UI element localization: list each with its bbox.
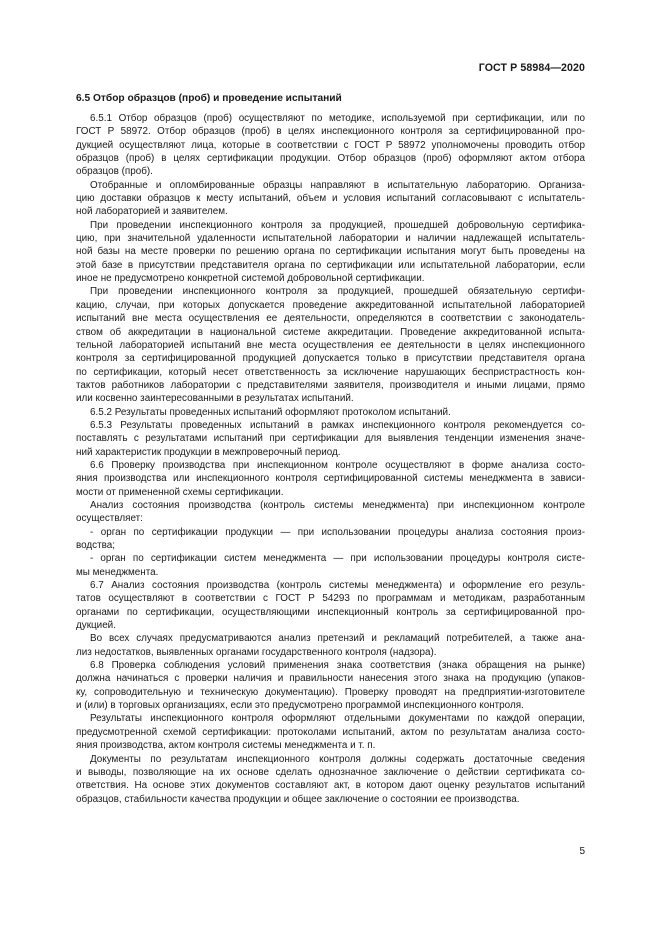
text-line: кацию, случаи, при которых допускается проведение аккредитованной испытательной лабораторией: [76, 299, 585, 311]
paragraph: [76, 285, 585, 405]
text-line: яния производства, актом контроля системы менеджмента и т. п.: [76, 740, 376, 752]
text-line: ответствия. На основе этих документов составляют акт, в котором дают оценку результатов испытаний: [76, 780, 585, 792]
text-line: яния производства или инспекционного контроля сертифицированной системы менеджмента в зависи-: [76, 473, 585, 485]
text-line: этой базе в присутствии представителя органа по сертификации или испытательной лаборатории, если: [76, 259, 585, 271]
text-line: или косвенно заинтересованными в результатах испытаний.: [76, 393, 354, 405]
paragraph: [76, 219, 585, 286]
text-line: дукцией.: [76, 620, 116, 632]
text-line: тельной лабораторией испытаний вне места осуществления ее деятельности в целях инспекционного: [76, 339, 585, 351]
text-line: ной лабораторией и заявителем.: [76, 206, 228, 218]
text-line: иное не предусмотрено конкретной системой добровольной сертификации.: [76, 273, 425, 285]
paragraph: [76, 579, 585, 632]
paragraph: [76, 659, 585, 712]
section-title: 6.5 Отбор образцов (проб) и проведение испытаний: [76, 93, 342, 104]
text-line: тактов работников лаборатории с представителями заявителя, производителя и иными лицами, прямо: [76, 379, 585, 391]
text-line: 6.8 Проверка соблюдения условий применения знака соответствия (знака обращения на рынке): [90, 660, 585, 672]
text-line: При проведении инспекционного контроля за продукцией, прошедшей обязательную сертифи-: [90, 286, 585, 298]
paragraph: [76, 112, 585, 179]
text-line: - орган по сертификации систем менеджмента — при использовании процедуры контроля систе-: [90, 553, 585, 565]
text-line: образцов (проб) в целях сертификации продукции. Отбор образцов (проб) оформляют актом отбора: [76, 153, 585, 165]
document-body: [76, 92, 585, 806]
paragraph: [76, 632, 585, 659]
text-line: 6.7 Анализ состояния производства (контроль системы менеджмента) и оформление его резуль-: [90, 580, 585, 592]
text-line: 6.5.3 Результаты проведенных испытаний в рамках инспекционного контроля рекомендуется со-: [90, 419, 585, 431]
text-line: ку, сопроводительную и техническую документацию). Проверку проводят на предприятии-изготовителе: [76, 686, 585, 698]
text-line: цию, при значительной удаленности испытательной лаборатории и наличии надлежащей испытатель-: [76, 233, 585, 245]
text-line: по сертификации, который несет ответственность за исключение нарушающих беспристрастность кон-: [76, 366, 585, 378]
text-line: ной базы на месте проверки по решению органа по сертификации испытания могут быть проведены на: [76, 246, 585, 258]
text-line: ством об аккредитации в национальной системе аккредитации. Проведение аккредитованной испыта-: [76, 326, 585, 338]
paragraph: [76, 712, 585, 752]
text-line: Анализ состояния производства (контроль системы менеджмента) при инспекционном контроле: [90, 499, 585, 511]
text-line: мости от примененной схемы сертификации.: [76, 486, 284, 498]
text-line: предусмотренной схемой сертификации: протоколами испытаний, актом по результатам анализа состо-: [76, 726, 585, 738]
paragraph: [76, 459, 585, 499]
text-line: осуществляет:: [76, 513, 143, 525]
text-line: и выводы, позволяющие на их основе сделать однозначное заключение о действии сертификата со-: [76, 766, 585, 778]
text-line: ний характеристик продукции в межпроверочный период.: [76, 446, 341, 458]
paragraph: [76, 406, 585, 419]
page-number: 5: [579, 846, 585, 857]
paragraph: [76, 552, 585, 579]
paragraph-list: [76, 112, 585, 806]
text-line: образцов (проб).: [76, 166, 153, 178]
paragraph: [76, 419, 585, 459]
text-line: контроля за сертифицированной продукцией допускается только в присутствии представителя органа: [76, 353, 585, 365]
paragraph: [76, 753, 585, 806]
text-line: 6.5.2 Результаты проведенных испытаний оформляют протоколом испытаний.: [90, 406, 451, 418]
text-line: ГОСТ Р 58972. Отбор образцов (проб) в целях инспекционного контроля за сертифицированной про-: [76, 126, 585, 138]
text-line: должна начинаться с проверки наличия и правильности нанесения этого знака на продукцию (упаков-: [76, 673, 585, 685]
text-line: поставлять с результатами испытаний при сертификации для выявления тенденции изменения значе-: [76, 433, 585, 445]
text-line: Во всех случаях предусматриваются анализ претензий и рекламаций потребителей, а также ана-: [90, 633, 585, 645]
text-line: цию доставки образцов к месту испытаний, объем и условия испытаний согласовывают с испытатель-: [76, 193, 585, 205]
text-line: Отобранные и опломбированные образцы направляют в испытательную лабораторию. Организа-: [90, 179, 585, 191]
paragraph: [76, 499, 585, 526]
text-line: органами по сертификации, осуществляющими инспекционный контроль за сертифицированной про-: [76, 606, 585, 618]
text-line: водства;: [76, 540, 116, 551]
text-line: испытаний вне места осуществления ее деятельности, определяются в соответствии с законодатель-: [76, 313, 585, 325]
document-code-header: ГОСТ Р 58984—2020: [478, 62, 585, 74]
paragraph: [76, 526, 585, 553]
text-line: образцов, стабильности качества продукции и общее заключение о состоянии ее производства.: [76, 793, 520, 805]
text-line: Документы по результатам инспекционного контроля должны содержать достаточные сведения: [90, 753, 585, 765]
paragraph: [76, 179, 585, 219]
text-line: лиз недостатков, выявленных органами государственного контроля (надзора).: [76, 646, 437, 658]
text-line: - орган по сертификации продукции — при использовании процедуры анализа состояния произ-: [90, 526, 585, 538]
text-line: 6.6 Проверку производства при инспекционном контроле осуществляют в форме анализа состо-: [90, 459, 585, 471]
text-line: Результаты инспекционного контроля оформляют отдельными документами по каждой операции,: [90, 713, 585, 725]
text-line: татов осуществляют в соответствии с ГОСТ Р 54293 по программам и методикам, разработанным: [76, 593, 585, 605]
text-line: 6.5.1 Отбор образцов (проб) осуществляют по методике, используемой при сертификации, или по: [90, 113, 585, 124]
text-line: и (или) в торговых организациях, если это предусмотрено программой инспекционного контроля.: [76, 700, 524, 712]
text-line: При проведении инспекционного контроля за продукцией, прошедшей добровольную сертифика-: [90, 219, 585, 231]
text-line: мы менеджмента.: [76, 566, 159, 578]
text-line: дукцией осуществляют лица, которые в соответствии с ГОСТ Р 58972 уполномочены проводить отбор: [76, 139, 585, 151]
